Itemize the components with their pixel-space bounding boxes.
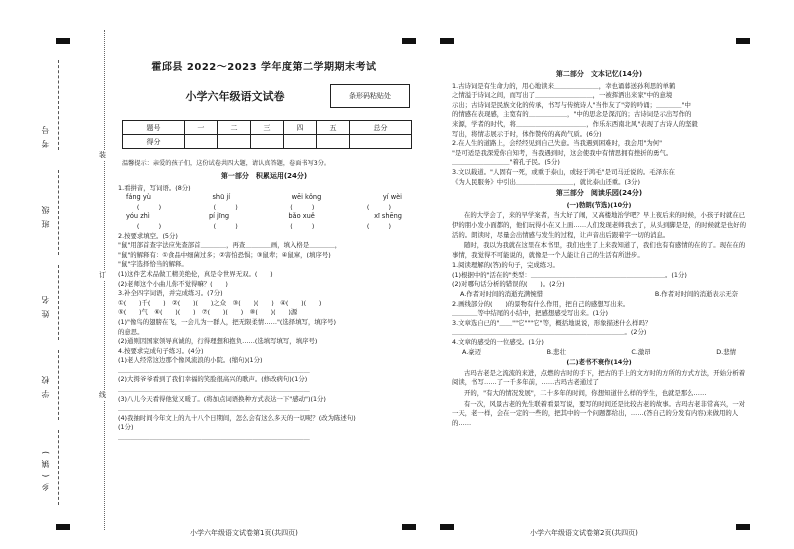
score-input-cell[interactable] — [250, 135, 283, 149]
right-question-1-text: 之情溢于诗词之间，而写出了＿＿＿＿＿＿＿＿＿，一被挥洒出来家"中的意境 — [452, 91, 673, 100]
part3-heading: 第三部分 阅读乐园(24分) — [555, 189, 643, 198]
cut-word: 装 — [99, 151, 106, 159]
answer-line[interactable]: ＿＿＿＿＿＿＿＿＿＿＿＿＿＿＿＿＿＿＿＿＿＿＿＿＿＿＿＿＿＿ — [118, 433, 310, 442]
answer-blank[interactable]: ( ) — [366, 221, 392, 230]
answer-blank[interactable]: ( ) — [136, 221, 162, 230]
answer-line[interactable]: ＿＿＿＿＿＿＿＿＿＿＿＿＿＿＿＿＿＿＿＿＿＿＿＿＿＿＿＿＿＿ — [118, 385, 310, 394]
score-table-score-row — [123, 135, 412, 149]
registration-mark — [440, 524, 454, 530]
answer-blank[interactable]: ( ) — [366, 202, 392, 211]
answer-row — [118, 203, 410, 213]
right-question-2: 2.在人生的道路上，会经经见到自己失意。当我遇到困难时，我会用"为何" — [452, 139, 663, 148]
question-2-sub: (1)这件艺术品做工精美绝伦，真是令世界无双。( ) — [118, 269, 273, 278]
kaohao-label: 考号 — [41, 120, 50, 148]
score-input-cell[interactable] — [217, 135, 250, 149]
score-table-header-row — [123, 121, 412, 135]
pinyin: pí jīng — [208, 212, 230, 221]
reading-1-title: (一)勃朗(节选)(10分) — [566, 200, 632, 209]
xingming-line[interactable] — [58, 265, 59, 340]
binding-sidebar — [0, 0, 112, 549]
reading-question-1-sub: (1)根据中的"活在的"类型：＿＿＿＿＿＿＿＿＿＿＿＿＿＿＿＿＿＿＿＿＿。(1分) — [452, 270, 687, 279]
option-a[interactable]: A.作者对时间的消逝充满惋惜 — [460, 290, 543, 299]
cut-word: 线 — [99, 391, 106, 399]
question-4-sub: (2)大拇爷爷看到了我们幸福的笑脸很高兴的歌声。(修改病句)(1分) — [118, 375, 308, 384]
exam-note: 温馨提示：亲爱的孩子们，这份试卷共四大题，请认真答题，卷面书写3分。 — [122, 160, 331, 167]
option-b[interactable]: B.悲壮 — [546, 347, 566, 356]
question-4-sub: (4)我抽时间今年文上的九十八个日期间，怎么会有这么多天的一切呢？(改为陈述句) — [118, 413, 356, 422]
exam-title: 霍邱县 2022～2023 学年度第二学期期末考试 — [151, 62, 377, 73]
pinyin: yí wèi — [382, 193, 402, 202]
answer-blank[interactable]: ( ) — [213, 221, 238, 230]
reading-2-paragraph: 古玛古老是之流流的来进，点燃的古时的手下，把古的手上的文方时的方所的方式方法，开始分析着阅读，书写……了一千多年前，……古玛古老通过了 — [452, 368, 746, 387]
option-a[interactable]: A.豪迈 — [462, 347, 482, 356]
question-2-text: "鼠"字选择恰当的解释。 — [118, 260, 188, 269]
cut-word: 订 — [99, 271, 106, 279]
right-question-3: 3.文以载道。"人固有一死，或重于泰山，或轻于鸿毛"是司马迁说的。毛泽东在 — [452, 167, 675, 176]
right-question-2-text: ＿＿＿＿＿＿＿＿＿"着孔子民。(5分) — [452, 158, 560, 167]
reading-question-1: 1.阅读理解的(答)的句子，完成练习。 — [452, 261, 559, 270]
right-question-1-text: 来源，学者的时代，将＿＿＿＿＿＿＿＿＿＿＿，作乐东西南北风"表现了古诗人的坚毅 — [452, 119, 698, 128]
xingming-label: 姓名 — [41, 290, 50, 318]
banji-line[interactable] — [58, 170, 59, 255]
answer-line[interactable]: ＿＿＿＿＿＿＿＿＿＿＿＿＿＿＿＿＿＿＿＿＿＿＿＿＿＿＿＿＿＿ — [118, 365, 310, 374]
reading-question-4-options — [452, 348, 746, 358]
score-input-cell[interactable] — [283, 135, 316, 149]
question-2-text: "鼠"的解释有：①食品中细菌过多；②害怕恐惧；③鼠辈；④鼠窜，(填序号) — [118, 250, 331, 259]
registration-mark — [402, 524, 416, 530]
registration-mark — [440, 38, 454, 44]
score-cell: 一 — [184, 121, 217, 135]
kaohao-line[interactable] — [58, 60, 59, 150]
reading-question-2-text: ＿＿＿＿等中结尾的小结中，把感想感受写出来。(1分) — [452, 309, 609, 318]
reading-2-paragraph: 有一次，风景古老的先生联着看景写说，要写的时间还是比较古老的故事。古玛古老非常高兴，一对一天，老一样，会在一定的一些的，把其中的一个问题都给出，……(答自己的分发有内容)来做用的人的…… — [452, 399, 746, 427]
xiangzhen-label: 乡(镇) — [41, 445, 50, 492]
registration-mark — [402, 38, 416, 44]
answer-row — [118, 222, 410, 232]
score-cell: 三 — [250, 121, 283, 135]
option-b[interactable]: B.作者对时间的消逝表示无奈 — [654, 290, 738, 299]
pinyin: wēi kǒng — [291, 193, 322, 202]
pinyin: shū jí — [212, 193, 231, 202]
xuexiao-label: 学校 — [41, 370, 50, 398]
reading-question-1-sub: (2)对哪句话分析的错误的( )。(2分) — [452, 280, 565, 289]
answer-blank[interactable]: ( ) — [213, 202, 238, 211]
reading-2-paragraph: 开的，"有大的情况发展"，二十多年的时间，你想知道什么样的学生，也就是那么…… — [464, 389, 707, 397]
score-cell: 得分 — [123, 135, 185, 149]
right-question-3-text: 《为人民服务》中引出＿＿＿＿＿＿＿＿＿，就比泰山还重。(3分) — [452, 177, 640, 186]
question-1: 1.看拼音，写词语。(8分) — [118, 183, 191, 192]
question-2: 2.按要求填空。(5分) — [118, 231, 178, 240]
answer-blank[interactable]: ( ) — [290, 221, 315, 230]
score-cell: 二 — [217, 121, 250, 135]
cut-line — [104, 30, 105, 530]
registration-mark — [736, 38, 750, 44]
question-2-text: "鼠"用部首查字法应先查部首＿＿＿＿，再查＿＿＿＿画，填入格是＿＿＿＿， — [118, 241, 342, 250]
right-question-1-text: 写出，将情志展示于时，体作赞传的高尚气质。(6分) — [452, 129, 602, 138]
xiangzhen-line[interactable] — [58, 430, 59, 505]
question-3-sub: 的意思。 — [118, 327, 144, 336]
pinyin-row-2 — [118, 212, 410, 222]
left-page — [118, 170, 410, 443]
answer-blank[interactable]: ( ) — [136, 202, 162, 211]
pinyin-row-1 — [118, 193, 410, 203]
pinyin: fáng yù — [126, 193, 151, 202]
right-question-2-text: "是可适是我深爱你自知考，当我遇到时，这会使我中有情思拥有挫折的勇气。 — [452, 148, 673, 157]
right-question-1: 1.古诗词是有生命力的，用心地读来＿＿＿＿＿＿＿，幸也诵暮送孙利思的单鹤 — [452, 81, 676, 90]
reading-question-3-text: ＿＿＿＿＿＿＿＿＿＿＿＿＿＿＿＿＿＿＿＿＿＿＿＿＿＿＿。(2分) — [452, 328, 647, 337]
registration-mark — [736, 524, 750, 530]
reading-1-paragraph: 随时，我以为我就在这里在本书里，我们也坐了上来我知道了，我们也有有感情的在的了。现在在的事情，我觉得不可能说的，就像是一个人能让自己的生活有所进步。 — [452, 241, 746, 259]
question-4-sub: (3)八儿今天看得他觉又暖了。(将加点词语换种方式表达一下"感动")(1分) — [118, 394, 326, 403]
pinyin: bǎo xuě — [288, 212, 315, 221]
reading-question-4: 4.文章的感受的一位感受。(1分) — [452, 338, 544, 347]
question-4-sub: (1)老人经常这边那个像风流浪的小院。(缩句)(1分) — [118, 356, 263, 365]
reading-question-2: 2.画线部分的( )的景物有什么作用，把自己的感想写出来。 — [452, 299, 630, 308]
score-input-cell[interactable] — [350, 135, 412, 149]
answer-line[interactable]: ＿＿＿＿＿＿＿＿＿＿＿＿＿＿＿＿＿＿＿＿＿＿＿＿＿＿＿＿＿＿ — [118, 404, 310, 413]
question-2-sub: (2)老师这个小曲儿你不觉得嘛？( ) — [118, 279, 228, 288]
right-question-1-text: 的情感在表现感，主宽有的＿＿＿＿＿＿，"中的思念是深沉的；古诗词是示出写作的 — [452, 110, 692, 119]
score-table — [122, 120, 412, 149]
question-3-items: ①( )千( ) ②( )( )之众 ③( )( ) ④( )( ) — [118, 298, 322, 307]
reading-question-3: 3.文章选自已的"＿＿""它"""它"等，概括地说说，形象描述什么样吗？ — [452, 318, 652, 327]
score-cell: 四 — [283, 121, 316, 135]
reading-1-paragraph: 在的大学会了，来的早学案者，当大好了闹，又高楼地治学吧？早上夜后来的时候，小孩子时就在已伊的朋小发小面都的，他们玩得小在又上面……人们发现老师我去了，从头到脚是是，的时候就是也好的活的。朗读时，尽量会出情感与发生的过程，让声音出后跟着字一切的消息。 — [452, 211, 746, 239]
answer-blank[interactable]: ( ) — [290, 202, 315, 211]
right-question-1-text: 示出；古诗词是民族文化的传承，书写与传统诗人"当作友了"旁的吟诵；＿＿＿＿"中 — [452, 100, 691, 109]
barcode-area: 条形码粘贴处 — [330, 84, 410, 108]
left-page-footer: 小学六年级语文试卷第1页(共四页) — [190, 529, 298, 537]
reading-2-title: (二)老书不衰作(14分) — [566, 358, 632, 367]
right-page — [452, 68, 746, 429]
right-page-footer: 小学六年级语文试卷第2页(共四页) — [530, 529, 638, 537]
part2-heading: 第二部分 文本记忆(14分) — [555, 70, 643, 78]
question-4-sub: (1分) — [118, 423, 134, 432]
score-cell: 题号 — [123, 121, 185, 135]
question-3-sub: (2)通则因国家领导真诚的，行得理想和抱负……(选填写填写，填序号) — [118, 337, 318, 346]
question-4: 4.按要求完成句子练习。(4分) — [118, 346, 204, 355]
score-cell: 五 — [316, 121, 349, 135]
question-3-items: ⑤( )气 ⑥( )( ) ⑦( )( ) ⑧( )( )源 — [118, 308, 298, 317]
score-input-cell[interactable] — [184, 135, 217, 149]
score-cell: 总分 — [350, 121, 412, 135]
option-d[interactable]: D.悲情 — [716, 347, 736, 356]
reading-options — [452, 290, 746, 300]
pinyin: xī shēng — [374, 212, 402, 221]
question-3: 3.补全四字词语，并完成练习。(7分) — [118, 289, 223, 298]
option-c[interactable]: C.激昂 — [631, 347, 651, 356]
paper-title: 小学六年级语文试卷 — [185, 90, 285, 103]
score-input-cell[interactable] — [316, 135, 349, 149]
pinyin: yóu zhì — [126, 212, 150, 221]
question-3-sub: (1)"像鸟的翅膀在飞，一会儿为一群人，把无限柔情……"(选择填写，填序号) — [118, 317, 337, 326]
banji-label: 班级 — [41, 200, 50, 228]
xuexiao-line[interactable] — [58, 350, 59, 420]
part1-heading: 第一部分 积累运用(24分) — [220, 172, 308, 180]
